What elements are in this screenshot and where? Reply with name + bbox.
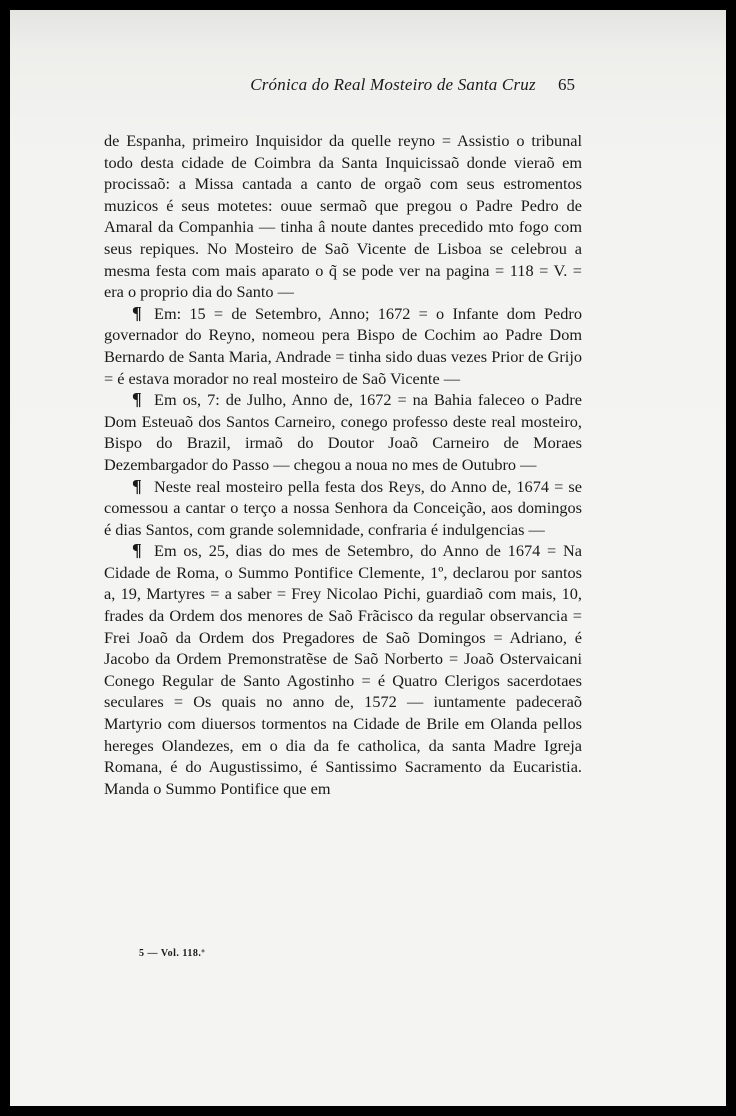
pilcrow-marker: ¶	[132, 389, 142, 410]
paragraph	[104, 303, 582, 389]
paragraph-text: Em os, 25, dias do mes de Setembro, do Anno de 1674 = Na Cidade de Roma, o Summo Pontifice Clemente, 1º, declarou por santos a, 19, Martyres = a saber = Frey Nicolao Pichi, guardiaõ com mais, 10, frades da Ordem dos menores de Saõ Frãcisco da regular observancia = Frei Joaõ da Ordem dos Pregadores de Saõ Domingos = Adriano, é Jacobo da Ordem Premonstratẽse de Saõ Norberto = Joaõ Ostervaicani Conego Regular de Santo Agostinho = é Quatro Clerigos sacerdotaes seculares = Os quais no anno de, 1572 — iuntamente padeceraõ Martyrio com diuersos tormentos na Cidade de Brile em Olanda pellos hereges Olandezes, em o dia da fe catholica, da santa Madre Igreja Romana, é do Augustissimo, é Santissimo Sacramento da Eucaristia. Manda o Summo Pontifice que em	[104, 541, 582, 798]
body-text	[104, 130, 582, 799]
page-number: 65	[558, 75, 575, 94]
paragraph-text: de Espanha, primeiro Inquisidor da quelle reyno = Assistio o tribunal todo desta cidade de Coimbra da Santa Inquicissaõ donde vieraõ em procissaõ: a Missa cantada a canto de orgaõ com seus estromentos muzicos é seus motetes: ouue sermaõ que pregou o Padre Pedro de Amaral da Companhia — tinha â noute dantes precedido mto fogo com seus repiques. No Mosteiro de Saõ Vicente de Lisboa se celebrou a mesma festa com mais aparato o q̃ se pode ver na pagina = 118 = V. = era o proprio dia do Santo —	[104, 131, 582, 302]
paragraph	[104, 540, 582, 799]
pilcrow-marker: ¶	[132, 302, 142, 323]
paragraph	[104, 389, 582, 475]
paragraph	[104, 130, 582, 303]
pilcrow-marker: ¶	[132, 540, 142, 561]
paragraph-text: Em: 15 = de Setembro, Anno; 1672 = o Infante dom Pedro governador do Reyno, nomeou pera Bispo de Cochim ao Padre Dom Bernardo de Santa Maria, Andrade = tinha sido duas vezes Prior de Grijo = é estava morador no real mosteiro de Saõ Vicente —	[104, 303, 582, 388]
paragraph	[104, 476, 582, 541]
printer-signature: 5 — Vol. 118.º	[139, 948, 206, 959]
paragraph-text: Neste real mosteiro pella festa dos Reys, do Anno de, 1674 = se comessou a cantar o terço a nossa Senhora da Conceição, aos domingos é dias Santos, com grande solemnidade, confraria é indulgencias —	[104, 476, 582, 539]
paragraph-text: Em os, 7: de Julho, Anno de, 1672 = na Bahia faleceo o Padre Dom Esteuaõ dos Santos Carneiro, conego professo deste real mosteiro, Bispo do Brazil, irmaõ do Doutor Joaõ Carneiro de Moraes Dezembargador do Passo — chegou a noua no mes de Outubro —	[104, 390, 582, 474]
running-header-title: Crónica do Real Mosteiro de Santa Cruz	[250, 75, 536, 94]
book-page	[10, 10, 726, 1106]
pilcrow-marker: ¶	[132, 475, 142, 496]
